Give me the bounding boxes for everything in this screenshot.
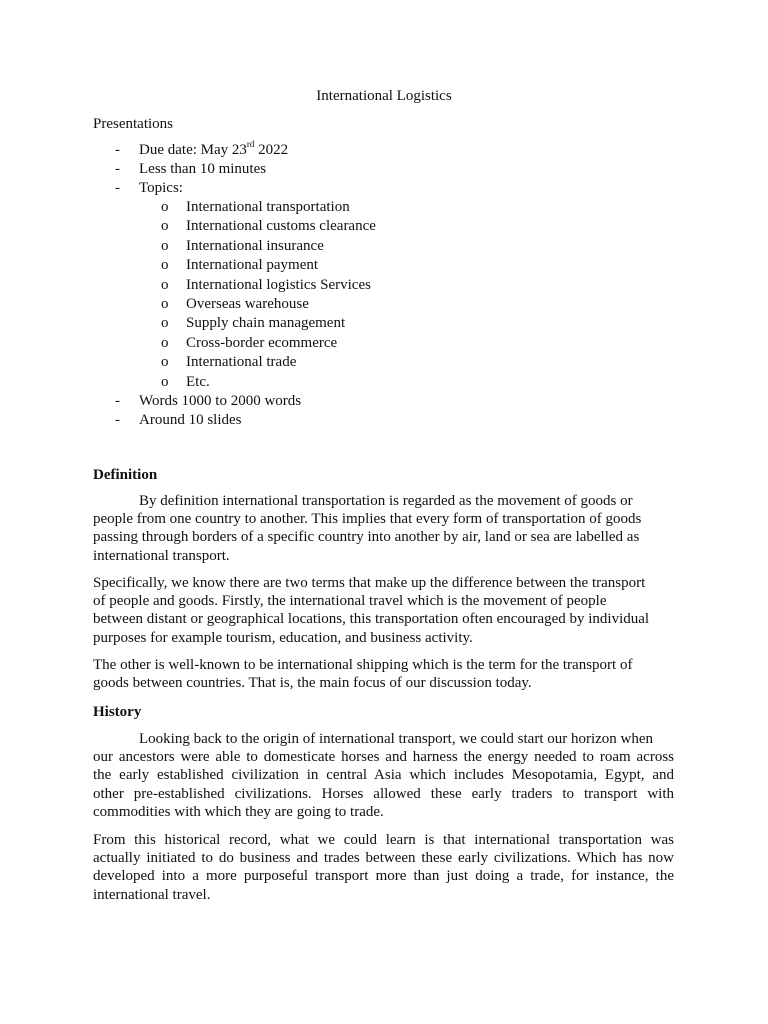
- slide-count: Around 10 slides: [139, 411, 242, 428]
- circle-bullet: o: [161, 257, 169, 274]
- circle-bullet: o: [161, 334, 169, 351]
- definition-paragraph-1: By definition international transportation is regarded as the movement of goods or people from one country to another. This implies that every form of transportation of goods passing through borders of a specific country into another by air, land or sea are labelled as international transport.: [93, 493, 642, 564]
- circle-bullet: o: [161, 295, 169, 312]
- time-limit: Less than 10 minutes: [139, 161, 267, 177]
- circle-bullet: o: [161, 315, 169, 332]
- circle-bullet: o: [161, 237, 169, 254]
- topics-label: Topics:: [139, 180, 183, 196]
- circle-bullet: o: [161, 276, 169, 293]
- history-paragraph-2: From this historical record, what we could learn is that international transportation was actually initiated to do business and trades between these early civilizations. Which has now developed into a more purposeful transport more than just doing a trade, for instance, the international travel.: [93, 832, 674, 903]
- ordinal-suffix: rd: [246, 139, 255, 149]
- definition-heading: Definition: [93, 467, 158, 483]
- circle-bullet: o: [161, 373, 169, 390]
- word-count: Words 1000 to 2000 words: [139, 392, 302, 409]
- circle-bullet: o: [161, 218, 169, 235]
- dash-bullet: -: [115, 411, 120, 428]
- dash-bullet: -: [115, 392, 120, 409]
- dash-bullet: -: [115, 180, 120, 196]
- definition-paragraph-2: Specifically, we know there are two terms that make up the difference between the transport of people and goods. Firstly, the international travel which is the movement of people between distant or geographical locations, this transportation often encouraged by individual purposes for example tourism, education, and business activity.: [93, 575, 650, 646]
- history-heading: History: [93, 704, 142, 720]
- due-date: Due date: May 23rd 2022: [139, 139, 289, 158]
- document-title: International Logistics: [316, 88, 452, 104]
- history-paragraph-1: Looking back to the origin of international transport, we could start our horizon when our ancestors were able to domesticate horses and harness the energy needed to roam across the early established civilization in central Asia which includes Mesopotamia, Egypt, and other pre-established civilizations. Horses allowed these early traders to transport with commodities with which they are going to trade.: [93, 731, 674, 820]
- dash-bullet: -: [115, 142, 120, 158]
- presentations-heading: Presentations: [93, 116, 173, 132]
- dash-bullet: -: [115, 161, 120, 177]
- circle-bullet: o: [161, 199, 169, 215]
- definition-paragraph-3: The other is well-known to be international shipping which is the term for the transport of goods between countries. That is, the main focus of our discussion today.: [93, 657, 633, 692]
- document-page: International Logistics Presentations - Due date: May 23rd 2022 - Less than 10 minutes - Topics: o International transportation o International customs clearance o International insurance o International payment o International logistics Services o Overseas warehouse o Supply chain management o Cross-border ecommerce o International trade o Etc. - Words 1000 to 2000 words - Around 10 slides Definition By definition international transportation is regarded as the movement of goods or people from one country to another. This implies that every form of transportation of goods passing through borders of a specific country into another by air, land or sea are labelled as international transport. Specifically, we know there are two terms that make up the difference between the transport of people and goods. Firstly, the international travel which is the movement of people between distant or geographical locations, this transportation often encouraged by individual purposes for example tourism, education, and business activity. The other is well-known to be international shipping which is the term for the transport of goods between countries. That is, the main focus of our discussion today. History Looking back to the origin of international transport, we could start our horizon when our ancestors were able to domesticate horses and harness the energy needed to roam across the early established civilization in central Asia which includes Mesopotamia, Egypt, and other pre-established civilizations. Horses allowed these early traders to transport with commodities with which they are going to trade. From this historical record, what we could learn is that international transportation was actually initiated to do business and trades between these early civilizations. Which has now developed into a more purposeful transport more than just doing a trade, for instance, the international travel.: [0, 0, 768, 1024]
- circle-bullet: o: [161, 354, 169, 371]
